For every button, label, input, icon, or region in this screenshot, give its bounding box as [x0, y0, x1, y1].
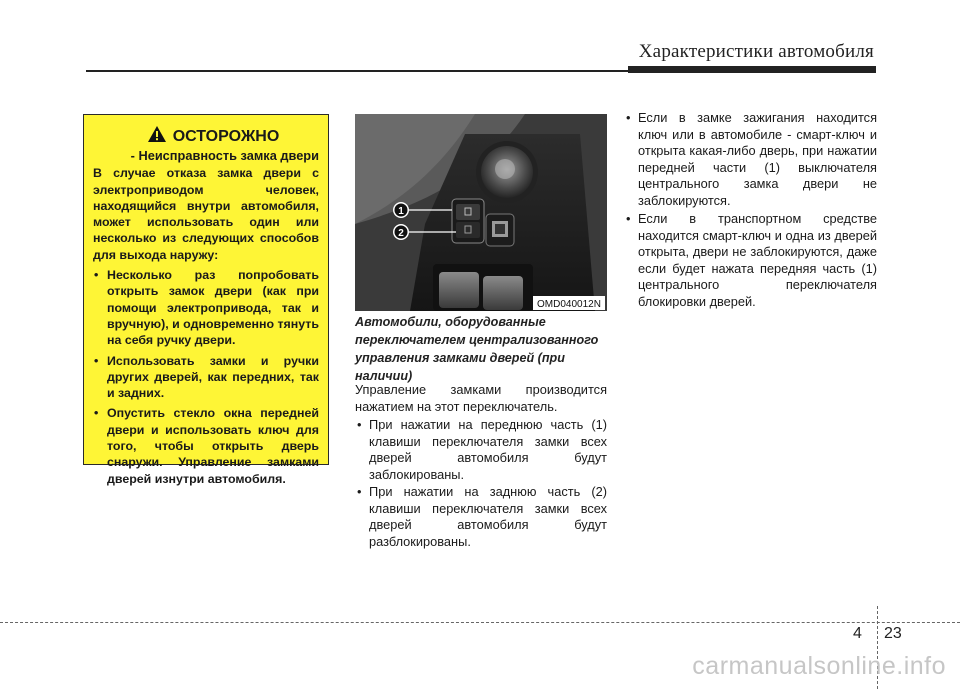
body-text — [355, 382, 607, 551]
right-column — [624, 110, 877, 311]
body-intro: Управление замками производится нажатием на этот переключатель. — [355, 382, 607, 414]
body-item: • При нажатии на заднюю часть (2) клавиши переключателя замки всех дверей автомобиля будут разблокированы. — [355, 484, 607, 550]
warning-heading: ОСТОРОЖНО — [172, 128, 280, 145]
figure-code: OMD040012N — [537, 299, 601, 310]
body-item: • При нажатии на переднюю часть (1) клавиши переключателя замки всех дверей автомобиля будут заблокированы. — [355, 417, 607, 483]
warning-item: • Использовать замки и ручки других дверей, как передних, так и задних. — [93, 353, 319, 402]
chapter-number: 4 — [853, 625, 862, 642]
warning-subheading: - Неисправность замка двери — [130, 148, 319, 163]
figure-caption: Автомобили, оборудованные переключателем централизованного управления замками дверей (при наличии) — [355, 315, 599, 383]
right-list — [624, 110, 877, 310]
footer-rule — [0, 622, 960, 623]
right-item: • Если в транспортном средстве находится смарт-ключ и одна из дверей открыта, двери не заблокируются, даже если будет нажата передняя часть (1) центрального переключателя блокировки дверей. — [624, 211, 877, 310]
warning-heading-row — [107, 125, 319, 146]
callout-2: 2 — [398, 228, 404, 239]
warning-list — [93, 267, 319, 487]
warning-intro: В случае отказа замка двери с электроприводом человек, находящийся внутри автомобиля, может использовать один или несколько из следующих способов для выхода наружу: — [93, 166, 319, 262]
door-switch-photo — [355, 114, 607, 311]
warning-item: • Опустить стекло окна передней двери и использовать ключ для того, чтобы открыть дверь снаружи. Управление замками дверей изнутри автомобиля. — [93, 405, 319, 486]
page-number: 23 — [884, 625, 902, 642]
warning-item: • Несколько раз попробовать открыть замок двери (как при помощи электропривода, так и вручную), и одновременно тянуть на себя ручку двери. — [93, 267, 319, 348]
callout-1: 1 — [398, 206, 404, 217]
right-item: • Если в замке зажигания находится ключ или в автомобиле - смарт-ключ и открыта какая-либо дверь, при нажатии передней части (1) выключателя центрального замка двери не заблокируются. — [624, 110, 877, 209]
watermark: carmanualsonline.info — [692, 652, 946, 680]
header-bar — [628, 66, 876, 73]
warning-icon — [147, 125, 167, 143]
header-title: Характеристики автомобиля — [638, 41, 874, 62]
door-panel-illustration — [355, 114, 607, 311]
body-list — [355, 417, 607, 550]
warning-box — [83, 114, 329, 486]
